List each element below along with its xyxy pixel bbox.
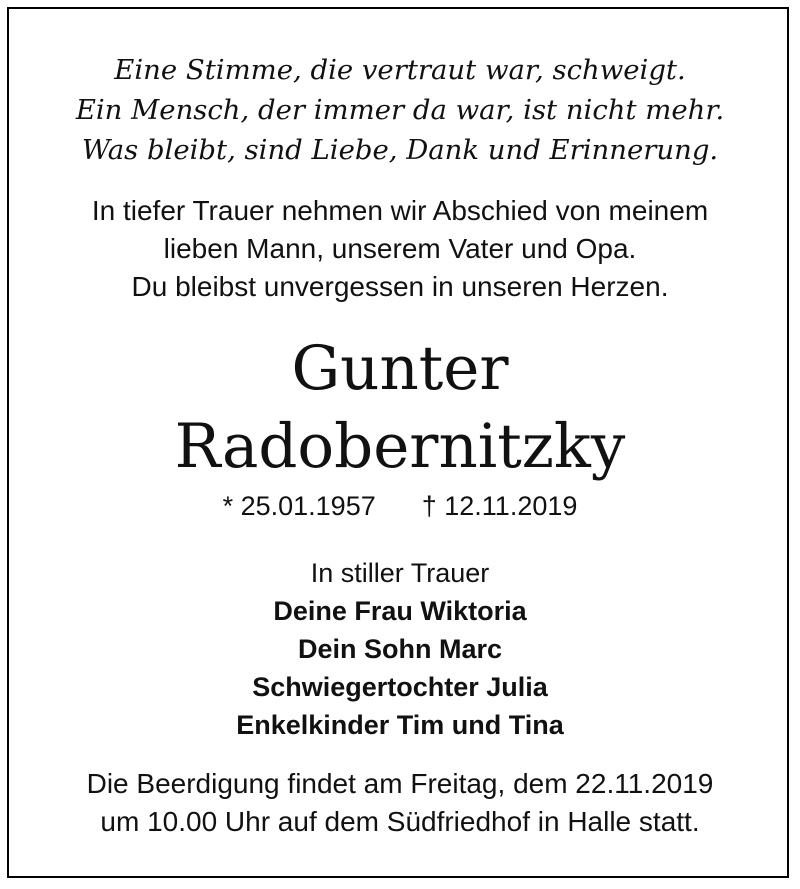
poem-line: Eine Stimme, die vertraut war, schweigt.: [114, 54, 686, 86]
last-name: Radobernitzky: [174, 411, 626, 482]
life-dates: [0, 488, 800, 524]
first-name: Gunter: [291, 333, 509, 404]
mourner-name: Dein Sohn Marc: [297, 634, 503, 664]
funeral-info: [0, 765, 800, 841]
poem: [0, 50, 800, 170]
mourner-name: Deine Frau Wiktoria: [273, 596, 527, 626]
funeral-line: um 10.00 Uhr auf dem Südfriedhof in Halle statt.: [100, 806, 700, 837]
mourner-name: Enkelkinder Tim und Tina: [236, 710, 564, 740]
intro-line: lieben Mann, unserem Vater und Opa.: [163, 233, 637, 264]
intro-text: [0, 192, 800, 306]
intro-line: Du bleibst unvergessen in unseren Herzen.: [131, 271, 669, 302]
mourners-intro: In stiller Trauer: [310, 558, 490, 588]
mourners: [0, 554, 800, 744]
poem-line: Ein Mensch, der immer da war, ist nicht mehr.: [75, 94, 725, 126]
death-date: † 12.11.2019: [421, 491, 578, 521]
intro-line: In tiefer Trauer nehmen wir Abschied von meinem: [91, 195, 709, 226]
mourner-name: Schwiegertochter Julia: [252, 672, 548, 702]
poem-line: Was bleibt, sind Liebe, Dank und Erinnerung.: [81, 134, 719, 166]
funeral-line: Die Beerdigung findet am Freitag, dem 22.11.2019: [86, 768, 714, 799]
deceased-name: [0, 330, 800, 486]
birth-date: * 25.01.1957: [222, 491, 376, 521]
